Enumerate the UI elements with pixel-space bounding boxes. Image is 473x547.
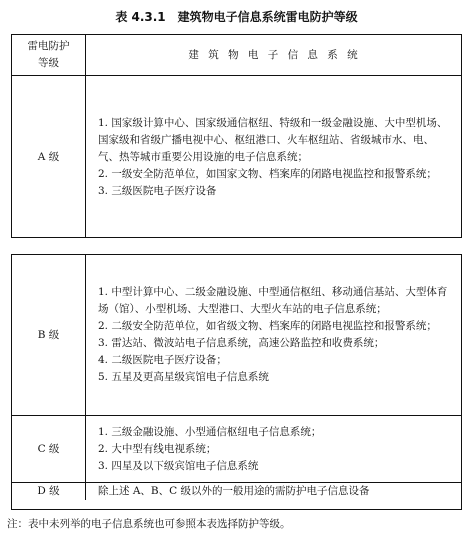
level-b-item-3: 3. 雷达站、微波站电子信息系统，高速公路监控和收费系统； xyxy=(98,337,385,349)
table-row-c xyxy=(12,415,461,482)
level-a-label: A 级 xyxy=(12,76,86,238)
header-level-line2: 等级 xyxy=(38,57,59,69)
table-row-b xyxy=(12,255,461,415)
level-c-label: C 级 xyxy=(12,416,86,482)
level-a-item-2: 2. 一级安全防范单位，如国家文物、档案库的闭路电视监控和报警系统； xyxy=(98,167,437,180)
header-system-cell: 建 筑 物 电 子 信 息 系 统 xyxy=(188,48,361,61)
level-a-item-1: 1. 国家级计算中心、国家级通信枢纽、特级和一级金融设施、大中型机场、国家级和省级广播电视中心、枢纽港口、火车枢纽站、省级城市水、电、气、热等城市重要公用设施的电子信息系统； xyxy=(98,116,448,163)
level-c-item-2: 2. 大中型有线电视系统； xyxy=(98,442,217,455)
table-note: 注：表中未列举的电子信息系统也可参照本表选择防护等级。 xyxy=(7,518,291,530)
level-b-item-1: 1. 中型计算中心、二级金融设施、中型通信枢纽、移动通信基站、大型体育场（馆）、小型机场、大型港口、大型火车站的电子信息系统； xyxy=(98,286,448,315)
table-row-a xyxy=(12,75,461,238)
level-c-item-1: 1. 三级金融设施、小型通信枢纽电子信息系统； xyxy=(98,425,322,438)
level-b-label: B 级 xyxy=(12,255,86,415)
level-c-item-3: 3. 四星及以下级宾馆电子信息系统 xyxy=(98,459,259,472)
level-a-item-3: 3. 三级医院电子医疗设备 xyxy=(98,184,217,197)
protection-level-table-part1 xyxy=(11,34,462,238)
table-header-row xyxy=(12,35,461,75)
level-d-systems xyxy=(86,483,461,500)
table-row-d xyxy=(12,482,461,500)
level-b-item-5: 5. 五星及更高星级宾馆电子信息系统 xyxy=(98,371,269,383)
level-b-item-4: 4. 二级医院电子医疗设备； xyxy=(98,354,227,366)
level-a-systems xyxy=(86,76,461,238)
header-level-cell xyxy=(12,35,86,75)
protection-level-table-part2 xyxy=(11,254,462,510)
level-b-item-2: 2. 二级安全防范单位，如省级文物、档案库的闭路电视监控和报警系统； xyxy=(98,320,437,332)
level-d-item-1: 除上述 A、B、C 级以外的一般用途的需防护电子信息设备 xyxy=(98,485,370,497)
header-level-line1: 雷电防护 xyxy=(27,40,70,52)
table-title: 表 4.3.1 建筑物电子信息系统雷电防护等级 xyxy=(115,10,358,24)
level-c-systems xyxy=(86,416,461,482)
level-b-systems xyxy=(86,255,461,415)
level-d-label: D 级 xyxy=(12,483,86,500)
